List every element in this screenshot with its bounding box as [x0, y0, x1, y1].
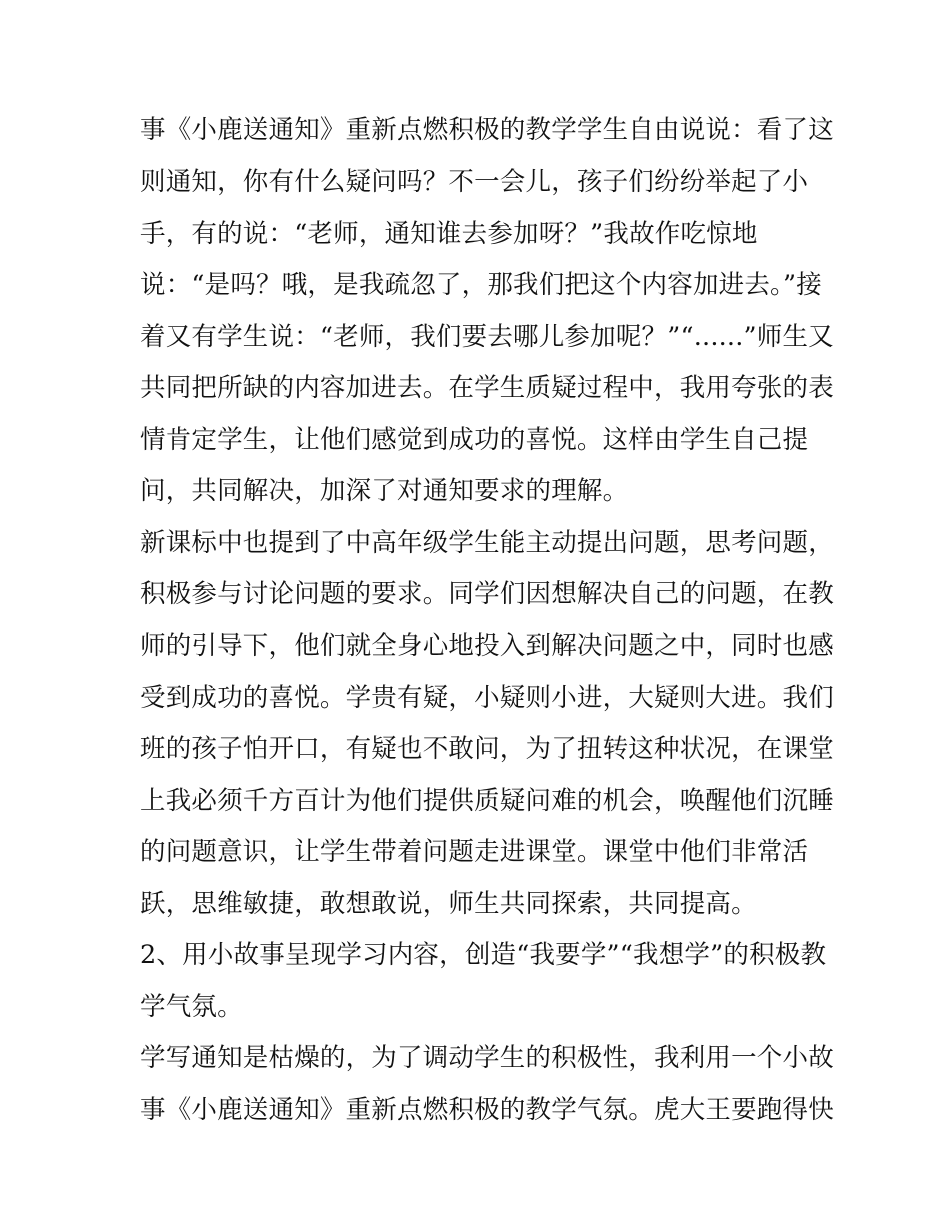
text-line: 新课标中也提到了中高年级学生能主动提出问题，思考问题， [140, 528, 834, 558]
text-line: 的问题意识，让学生带着问题走进课堂。课堂中他们非常活 [140, 837, 809, 867]
text-line: 情肯定学生，让他们感觉到成功的喜悦。这样由学生自己提 [140, 425, 809, 455]
text-line: 着又有学生说：“老师，我们要去哪儿参加呢？”“......”师生又 [140, 322, 834, 352]
section-heading: 2、用小故事呈现学习内容，创造“我要学”“我想学”的积极教 [140, 940, 827, 970]
text-line: 师的引导下，他们就全身心地投入到解决问题之中，同时也感 [140, 631, 834, 661]
text-line: 受到成功的喜悦。学贵有疑，小疑则小进，大疑则大进。我们 [140, 683, 834, 713]
section-heading: 学气氛。 [140, 992, 243, 1022]
text-line: 事《小鹿送通知》重新点燃积极的教学学生自由说说：看了这 [140, 115, 834, 145]
text-line: 说：“是吗？哦，是我疏忽了，那我们把这个内容加进去。”接 [140, 270, 822, 300]
text-line: 问，共同解决，加深了对通知要求的理解。 [140, 476, 629, 506]
text-line: 手，有的说：“老师，通知谁去参加呀？”我故作吃惊地 [140, 219, 758, 249]
text-line: 学写通知是枯燥的，为了调动学生的积极性，我利用一个小故 [140, 1043, 834, 1073]
text-line: 上我必须千方百计为他们提供质疑问难的机会，唤醒他们沉睡 [140, 786, 834, 816]
text-line: 积极参与讨论问题的要求。同学们因想解决自己的问题，在教 [140, 579, 834, 609]
text-line: 班的孩子怕开口，有疑也不敢问，为了扭转这种状况，在课堂 [140, 734, 834, 764]
text-line: 共同把所缺的内容加进去。在学生质疑过程中，我用夸张的表 [140, 373, 834, 403]
text-line: 跃，思维敏捷，敢想敢说，师生共同探索，共同提高。 [140, 889, 757, 919]
text-line: 则通知，你有什么疑问吗？不一会儿，孩子们纷纷举起了小 [140, 167, 809, 197]
text-line: 事《小鹿送通知》重新点燃积极的教学气氛。虎大王要跑得快 [140, 1095, 834, 1125]
